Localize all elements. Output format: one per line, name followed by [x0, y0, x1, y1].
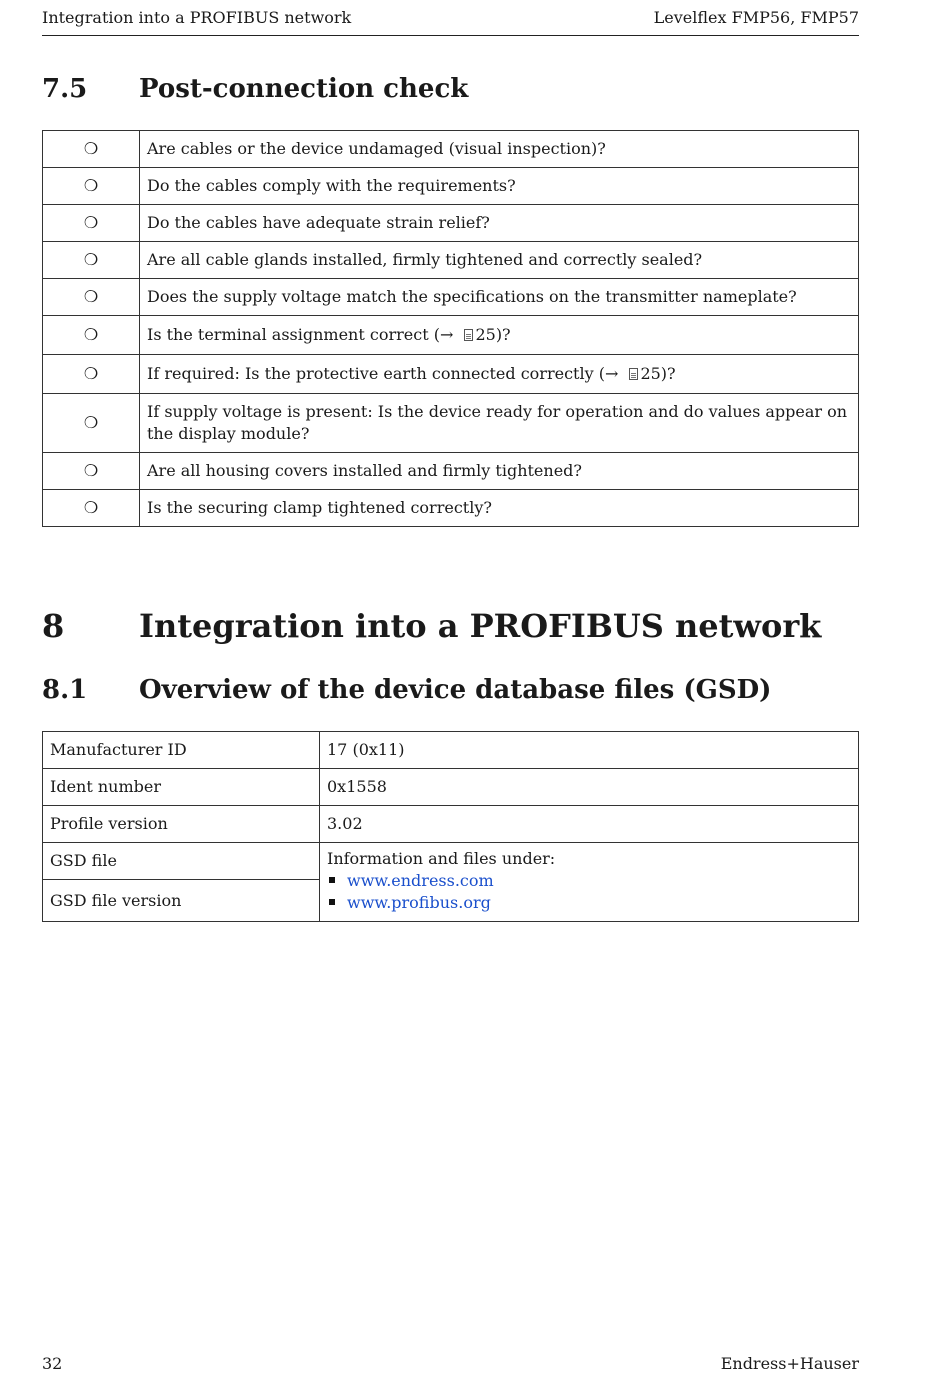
checklist-row — [43, 490, 859, 527]
checklist-item-text — [140, 355, 859, 394]
section-8-1-heading — [42, 675, 859, 709]
list-item — [327, 870, 851, 892]
checklist-item-text: Do the cables comply with the requirements? — [140, 168, 859, 205]
checkbox-icon[interactable]: ❍ — [43, 490, 140, 527]
gsd-overview-table — [42, 731, 859, 922]
chapter-8-heading — [42, 607, 859, 649]
ref-text-before: If required: Is the protective earth connected correctly (→ — [147, 364, 624, 383]
checklist-item-text: Are cables or the device undamaged (visual inspection)? — [140, 131, 859, 168]
checklist-row — [43, 453, 859, 490]
section-7-5-heading — [42, 74, 859, 108]
bullet-icon — [329, 877, 335, 883]
checklist-row — [43, 168, 859, 205]
endress-link[interactable]: www.endress.com — [347, 871, 494, 890]
chapter-title: Integration into a PROFIBUS network — [139, 607, 822, 645]
table-row — [43, 806, 859, 843]
gsd-info-text: Information and files under: — [327, 849, 556, 868]
table-row — [43, 732, 859, 769]
profile-version-value: 3.02 — [320, 806, 859, 843]
checklist-row — [43, 316, 859, 355]
ref-text-after: )? — [660, 364, 676, 383]
ident-number-value: 0x1558 — [320, 769, 859, 806]
page-reference-icon — [629, 368, 638, 380]
checklist-item-text: Is the securing clamp tightened correctly? — [140, 490, 859, 527]
table-row — [43, 769, 859, 806]
gsd-file-version-label: GSD file version — [43, 880, 320, 922]
header-product-name: Levelflex FMP56, FMP57 — [653, 8, 859, 27]
page-number: 32 — [42, 1354, 63, 1373]
checklist-row — [43, 279, 859, 316]
section-number: 7.5 — [42, 74, 88, 104]
bullet-icon — [329, 899, 335, 905]
page-reference-icon — [464, 329, 473, 341]
checkbox-icon[interactable]: ❍ — [43, 205, 140, 242]
page-reference[interactable]: 25 — [640, 364, 661, 383]
checklist-row — [43, 355, 859, 394]
checklist-item-text: Do the cables have adequate strain relief? — [140, 205, 859, 242]
checklist-item-text: Does the supply voltage match the specifications on the transmitter nameplate? — [140, 279, 859, 316]
checkbox-icon[interactable]: ❍ — [43, 394, 140, 453]
section-title: Overview of the device database files (GSD) — [139, 675, 772, 705]
chapter-number: 8 — [42, 607, 65, 645]
checklist-row — [43, 394, 859, 453]
checkbox-icon[interactable]: ❍ — [43, 168, 140, 205]
checkbox-icon[interactable]: ❍ — [43, 131, 140, 168]
checklist-item-text: Are all housing covers installed and firmly tightened? — [140, 453, 859, 490]
page-reference[interactable]: 25 — [475, 325, 496, 344]
gsd-link-list — [327, 870, 851, 914]
checklist-row — [43, 205, 859, 242]
table-row — [43, 843, 859, 880]
checkbox-icon[interactable]: ❍ — [43, 279, 140, 316]
profile-version-label: Profile version — [43, 806, 320, 843]
brand-name: Endress+Hauser — [720, 1354, 859, 1373]
checklist-row — [43, 131, 859, 168]
checklist-item-text — [140, 316, 859, 355]
ref-text-before: Is the terminal assignment correct (→ — [147, 325, 459, 344]
checklist-item-text: Are all cable glands installed, firmly tightened and correctly sealed? — [140, 242, 859, 279]
section-title: Post-connection check — [139, 74, 469, 104]
section-number: 8.1 — [42, 675, 88, 705]
gsd-info-cell — [320, 843, 859, 922]
running-header — [42, 6, 859, 36]
checkbox-icon[interactable]: ❍ — [43, 355, 140, 394]
manufacturer-id-value: 17 (0x11) — [320, 732, 859, 769]
checkbox-icon[interactable]: ❍ — [43, 453, 140, 490]
checkbox-icon[interactable]: ❍ — [43, 316, 140, 355]
checklist-item-text: If supply voltage is present: Is the device ready for operation and do values appear on the display module? — [140, 394, 859, 453]
manufacturer-id-label: Manufacturer ID — [43, 732, 320, 769]
checklist-row — [43, 242, 859, 279]
gsd-file-label: GSD file — [43, 843, 320, 880]
ident-number-label: Ident number — [43, 769, 320, 806]
post-connection-checklist — [42, 130, 859, 527]
profibus-link[interactable]: www.profibus.org — [347, 893, 491, 912]
list-item — [327, 892, 851, 914]
ref-text-after: )? — [495, 325, 511, 344]
checkbox-icon[interactable]: ❍ — [43, 242, 140, 279]
header-chapter-title: Integration into a PROFIBUS network — [42, 8, 352, 27]
